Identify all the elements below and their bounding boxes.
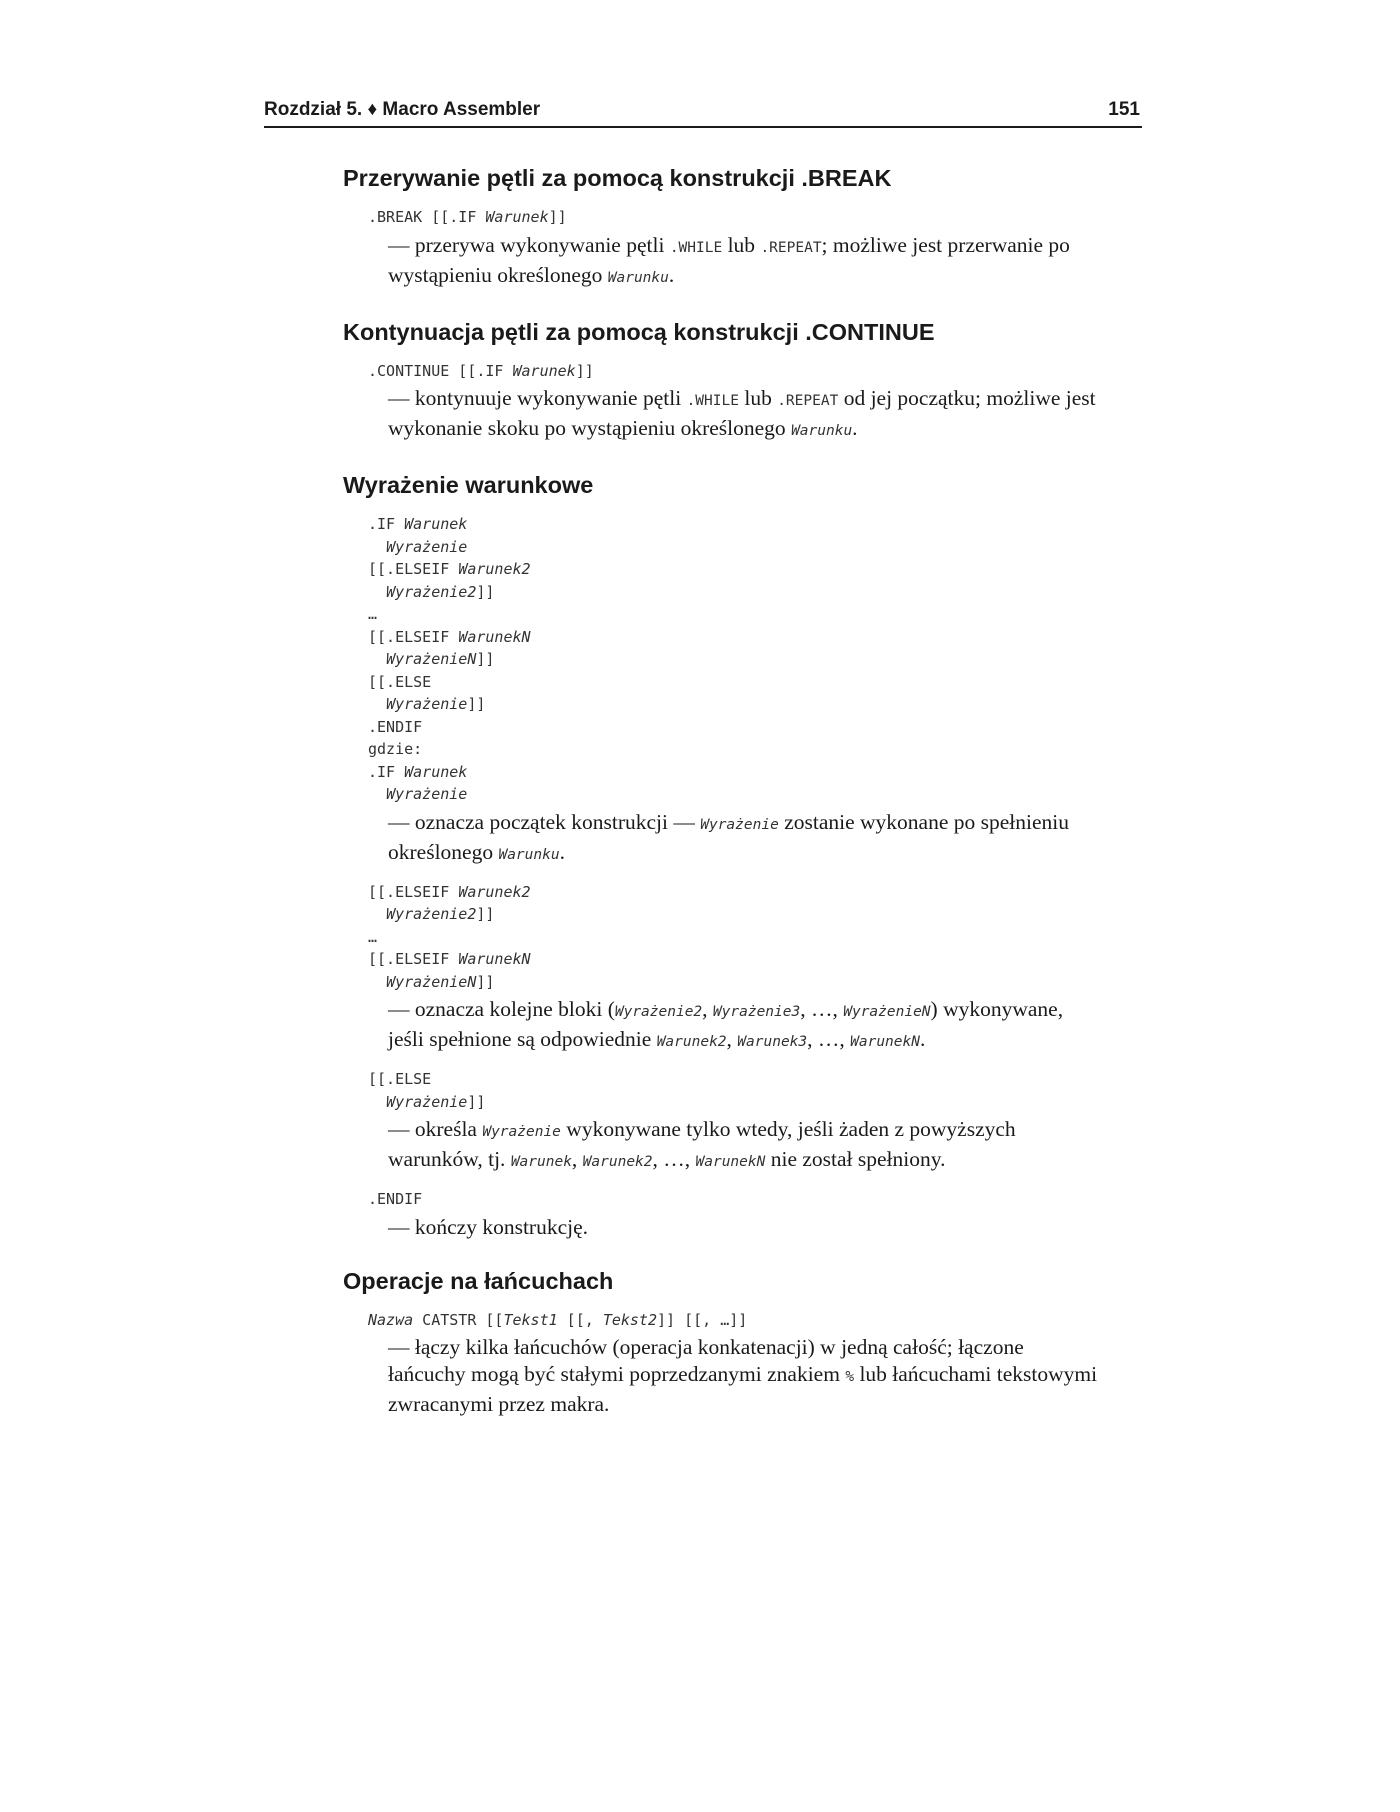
code-text: .IF xyxy=(368,762,405,781)
description-else xyxy=(388,1116,1103,1176)
code-text: [[.ELSEIF xyxy=(368,560,459,578)
desc-text: , xyxy=(726,1027,738,1051)
desc-text: lub łańcuchami tekstowymi zwracanymi przez makra. xyxy=(388,1362,1098,1416)
code-line xyxy=(368,738,1103,761)
running-header xyxy=(264,96,1142,128)
inline-code: Wyrażenie xyxy=(700,816,779,833)
code-param: Wyrażenie xyxy=(386,695,468,713)
syntax-endif: .ENDIF xyxy=(368,1190,423,1208)
code-text: ]] xyxy=(476,972,495,991)
inline-code: .REPEAT xyxy=(760,239,822,256)
code-text: ]] xyxy=(467,1092,486,1111)
inline-code: .REPEAT xyxy=(777,393,839,409)
code-text: CATSTR [[ xyxy=(413,1310,504,1329)
code-line xyxy=(368,761,1103,784)
desc-text: lub xyxy=(738,386,778,410)
desc-text: , …, xyxy=(652,1147,696,1171)
code-param: Warunek xyxy=(404,762,468,781)
inline-code: WyrażenieN xyxy=(843,1004,931,1020)
inline-code: Warunek xyxy=(510,1154,572,1170)
code-line xyxy=(368,926,1103,949)
syntax-break xyxy=(368,206,1103,229)
description-endif: — kończy konstrukcję. xyxy=(388,1214,589,1239)
inline-code: Warunek2 xyxy=(582,1154,653,1170)
section-heading-strings: Operacje na łańcuchach xyxy=(343,1267,614,1294)
code-line xyxy=(368,671,1103,694)
code-param: Warunek2 xyxy=(458,882,531,901)
code-text: [[.ELSEIF xyxy=(368,882,459,901)
code-text: .BREAK [[.IF xyxy=(368,208,486,226)
code-line xyxy=(368,971,1103,994)
code-param: Wyrażenie2 xyxy=(386,582,477,601)
code-param: WarunekN xyxy=(458,950,531,968)
code-text: [[.ELSEIF xyxy=(368,627,459,646)
code-text xyxy=(368,695,386,713)
code-line xyxy=(368,1091,1103,1114)
code-text xyxy=(368,583,386,601)
desc-text: zostanie wykonane po spełnieniu określonego xyxy=(388,809,1069,864)
desc-text: — łączy kilka łańcuchów (operacja konkatenacji) w jedną całość; łączone łańcuchy mogą być stałymi poprzedzanymi znakiem xyxy=(388,1335,1024,1386)
desc-text: nie został spełniony. xyxy=(765,1147,946,1171)
syntax-elseif-block xyxy=(368,881,1103,994)
inline-code: Warunek2 xyxy=(656,1034,727,1050)
code-text xyxy=(368,785,386,803)
code-text xyxy=(368,905,386,923)
code-text: .IF xyxy=(368,515,405,533)
description-break xyxy=(388,232,1103,292)
code-text xyxy=(368,538,386,556)
code-param: Wyrażenie xyxy=(386,537,468,556)
section-heading-break: Przerywanie pętli za pomocą konstrukcji .BREAK xyxy=(343,165,892,191)
description-elseif xyxy=(388,996,1103,1056)
code-param: Wyrażenie xyxy=(386,1092,468,1111)
code-text: [[.ELSE xyxy=(368,672,432,691)
inline-code: WarunekN xyxy=(850,1034,920,1050)
code-line xyxy=(368,783,1103,806)
inline-code: WarunekN xyxy=(695,1154,766,1170)
code-text: ]] xyxy=(548,208,567,226)
desc-text: . xyxy=(852,416,858,440)
code-text: ]] xyxy=(476,582,495,601)
desc-text: wykonywane tylko wtedy, jeśli żaden z powyższych warunków, tj. xyxy=(388,1117,1016,1171)
inline-code: Warunek3 xyxy=(737,1034,808,1050)
code-line xyxy=(368,1068,1103,1091)
section-heading-conditional: Wyrażenie warunkowe xyxy=(343,472,594,498)
code-text: ]] xyxy=(467,695,486,713)
chapter-title: Rozdział 5. ♦ Macro Assembler xyxy=(264,99,541,120)
inline-code: Warunku xyxy=(791,423,853,439)
description-catstr xyxy=(388,1334,1103,1418)
desc-text: , …, xyxy=(807,1027,851,1051)
desc-text: , xyxy=(571,1147,583,1171)
desc-text: . xyxy=(919,1027,926,1051)
code-text: ]] xyxy=(476,650,495,668)
code-line xyxy=(368,581,1103,604)
syntax-if-block xyxy=(368,513,1103,806)
code-text: .CONTINUE [[.IF xyxy=(368,361,513,380)
code-text: .ENDIF xyxy=(368,717,423,736)
desc-text: ; możliwe jest przerwanie po wystąpieniu określonego xyxy=(388,232,1070,287)
desc-text: — oznacza kolejne bloki ( xyxy=(388,997,615,1021)
code-line xyxy=(368,693,1103,716)
code-text: gdzie: xyxy=(368,740,423,758)
code-param: Warunek xyxy=(404,515,468,533)
inline-code: % xyxy=(845,1369,855,1385)
desc-text: — określa xyxy=(388,1117,483,1141)
code-param: Tekst1 xyxy=(503,1310,558,1329)
code-text: [[, xyxy=(557,1310,603,1329)
desc-text: od jej początku; możliwe jest wykonanie skoku po wystąpieniu określonego xyxy=(388,386,1096,440)
code-line xyxy=(368,881,1103,904)
code-text: ]] xyxy=(476,905,495,923)
desc-text: , xyxy=(702,997,713,1021)
inline-code: Warunku xyxy=(607,269,669,286)
section-heading-continue: Kontynuacja pętli za pomocą konstrukcji .CONTINUE xyxy=(343,318,935,345)
code-param: Wyrażenie2 xyxy=(386,905,477,923)
code-param: Tekst2 xyxy=(602,1310,657,1329)
desc-text: , …, xyxy=(800,997,844,1021)
code-param: WyrażenieN xyxy=(386,650,477,668)
desc-text: — oznacza początek konstrukcji — xyxy=(388,809,701,834)
code-line xyxy=(368,648,1103,671)
code-param: Wyrażenie xyxy=(386,785,468,803)
code-text xyxy=(368,973,386,991)
inline-code: Warunku xyxy=(498,846,560,863)
code-line xyxy=(368,626,1103,649)
code-line xyxy=(368,948,1103,971)
desc-text: . xyxy=(668,262,675,287)
code-param: WyrażenieN xyxy=(386,972,477,991)
code-text xyxy=(368,1093,386,1111)
code-line xyxy=(368,536,1103,559)
inline-code: Wyrażenie2 xyxy=(614,1004,703,1020)
desc-text: lub xyxy=(722,232,761,257)
code-param: WarunekN xyxy=(458,627,531,646)
code-text: [[.ELSEIF xyxy=(368,950,459,968)
page-number: 151 xyxy=(1108,99,1140,120)
code-line xyxy=(368,513,1103,536)
code-line xyxy=(368,603,1103,626)
inline-code: Wyrażenie3 xyxy=(712,1004,801,1020)
code-text: [[.ELSE xyxy=(368,1070,432,1088)
description-if xyxy=(388,809,1103,869)
code-text: … xyxy=(368,605,378,623)
code-text: … xyxy=(368,927,378,946)
syntax-catstr xyxy=(368,1309,1103,1332)
code-param: Warunek xyxy=(485,208,549,226)
code-line xyxy=(368,903,1103,926)
desc-text: — przerywa wykonywanie pętli xyxy=(388,232,670,257)
code-line xyxy=(368,558,1103,581)
inline-code: .WHILE xyxy=(686,393,739,409)
code-line xyxy=(368,716,1103,739)
code-param: Warunek xyxy=(512,361,576,380)
code-text xyxy=(368,650,386,668)
code-text: ]] [[, …]] xyxy=(657,1310,748,1329)
syntax-continue xyxy=(368,360,1103,383)
code-text: ]] xyxy=(575,361,594,380)
code-param: Warunek2 xyxy=(458,560,531,578)
page-content xyxy=(343,162,1103,1418)
description-continue xyxy=(388,385,1103,445)
code-param: Nazwa xyxy=(368,1310,414,1329)
desc-text: . xyxy=(559,839,565,864)
inline-code: Wyrażenie xyxy=(482,1124,561,1140)
inline-code: .WHILE xyxy=(669,239,723,256)
desc-text: — kontynuuje wykonywanie pętli xyxy=(388,386,687,410)
desc-text: ) wykonywane, jeśli spełnione są odpowiednie xyxy=(388,997,1064,1051)
syntax-else-block xyxy=(368,1068,1103,1113)
